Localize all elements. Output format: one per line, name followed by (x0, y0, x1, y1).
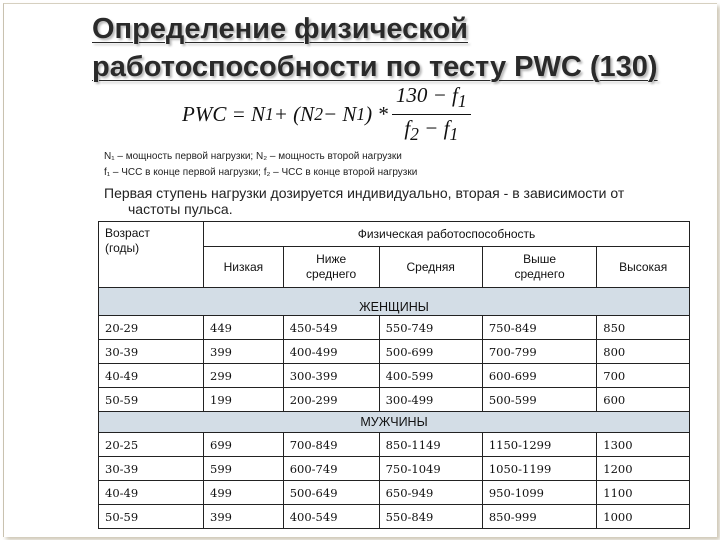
title-line-2: работоспособности по тесту PWC (130) (92, 51, 658, 83)
value-cell: 550-749 (379, 316, 482, 340)
level-header: Средняя (379, 247, 482, 288)
table-header-row (99, 222, 690, 247)
pwc-norms-table (98, 221, 690, 529)
table-row (99, 316, 690, 340)
women-rows (99, 316, 690, 412)
table-row (99, 340, 690, 364)
age-cell: 20-29 (99, 316, 204, 340)
level-header: Выше среднего (482, 247, 596, 288)
age-cell: 50-59 (99, 388, 204, 412)
formula-sub: 1 (356, 103, 366, 124)
value-cell: 700 (597, 364, 690, 388)
description-paragraph (104, 185, 704, 217)
formula-fraction (392, 83, 471, 144)
age-header: Возраст (годы) (99, 222, 204, 288)
value-cell: 199 (204, 388, 284, 412)
paragraph-line-1: Первая ступень нагрузки дозируется индивидуально, вторая - в зависимости от (104, 185, 625, 201)
slide-title (92, 10, 717, 86)
value-cell: 1100 (597, 481, 690, 505)
value-cell: 600 (597, 388, 690, 412)
age-cell: 40-49 (99, 481, 204, 505)
formula-sub: 2 (314, 103, 323, 124)
age-cell: 50-59 (99, 505, 204, 529)
value-cell: 300-499 (379, 388, 482, 412)
value-cell: 400-549 (283, 505, 379, 529)
age-cell: 40-49 (99, 364, 204, 388)
formula-mid2: − N (322, 101, 357, 126)
value-cell: 500-699 (379, 340, 482, 364)
table-row (99, 505, 690, 529)
formula-mid: + (N (273, 101, 315, 126)
value-cell: 750-1049 (379, 457, 482, 481)
note-line-2: f₁ – ЧСС в конце первой нагрузки; f₂ – ЧСС в конце второй нагрузки (104, 167, 418, 178)
table-row (99, 457, 690, 481)
value-cell: 200-299 (283, 388, 379, 412)
value-cell: 1300 (597, 433, 690, 457)
formula-denominator: $f_2 - f_1$ (404, 115, 459, 144)
table-row (99, 364, 690, 388)
value-cell: 400-499 (283, 340, 379, 364)
value-cell: 600-699 (482, 364, 596, 388)
value-cell: 750-849 (482, 316, 596, 340)
value-cell: 850-1149 (379, 433, 482, 457)
paragraph-line-2: частоты пульса. (128, 201, 233, 217)
formula-mid3: ) * (365, 101, 388, 126)
table-row (99, 433, 690, 457)
age-cell: 20-25 (99, 433, 204, 457)
level-header: Высокая (597, 247, 690, 288)
men-rows (99, 433, 690, 529)
value-cell: 650-949 (379, 481, 482, 505)
men-section-row (99, 412, 690, 433)
value-cell: 450-549 (283, 316, 379, 340)
slide-frame (3, 3, 717, 537)
value-cell: 550-849 (379, 505, 482, 529)
value-cell: 500-599 (482, 388, 596, 412)
table-row (99, 481, 690, 505)
value-cell: 700-849 (283, 433, 379, 457)
value-cell: 800 (597, 340, 690, 364)
level-header: Ниже среднего (283, 247, 379, 288)
men-section-label: МУЖЧИНЫ (99, 412, 690, 433)
table-row (99, 388, 690, 412)
women-section-row (99, 288, 690, 316)
value-cell: 1200 (597, 457, 690, 481)
value-cell: 499 (204, 481, 284, 505)
formula-notes (104, 149, 417, 181)
value-cell: 300-399 (283, 364, 379, 388)
title-line-1: Определение физической (92, 13, 468, 45)
value-cell: 500-649 (283, 481, 379, 505)
formula-numerator: $130 - f_1$ (392, 83, 471, 114)
note-line-1: N₁ – мощность первой нагрузки; N₂ – мощность второй нагрузки (104, 151, 402, 162)
value-cell: 700-799 (482, 340, 596, 364)
value-cell: 699 (204, 433, 284, 457)
value-cell: 1150-1299 (482, 433, 596, 457)
value-cell: 299 (204, 364, 284, 388)
value-cell: 850-999 (482, 505, 596, 529)
age-cell: 30-39 (99, 340, 204, 364)
group-header: Физическая работоспособность (204, 222, 690, 247)
formula-sub: 1 (265, 103, 274, 124)
value-cell: 399 (204, 505, 284, 529)
value-cell: 950-1099 (482, 481, 596, 505)
age-cell: 30-39 (99, 457, 204, 481)
value-cell: 1000 (597, 505, 690, 529)
pwc-formula (182, 84, 471, 144)
value-cell: 400-599 (379, 364, 482, 388)
level-header: Низкая (204, 247, 284, 288)
value-cell: 850 (597, 316, 690, 340)
value-cell: 599 (204, 457, 284, 481)
value-cell: 1050-1199 (482, 457, 596, 481)
formula-lhs: PWC = N (182, 101, 266, 126)
value-cell: 600-749 (283, 457, 379, 481)
value-cell: 449 (204, 316, 284, 340)
value-cell: 399 (204, 340, 284, 364)
women-section-label: ЖЕНЩИНЫ (99, 288, 690, 316)
